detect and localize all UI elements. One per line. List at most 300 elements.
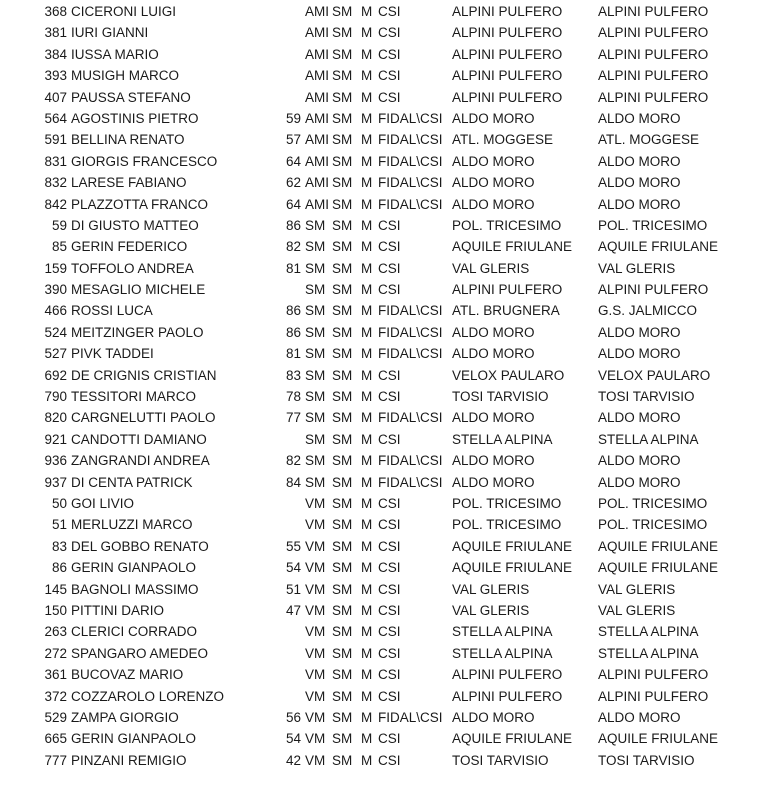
bib-number: 529 [44, 709, 67, 725]
athlete-name: CANDOTTI DAMIANO [71, 431, 207, 447]
bib-number: 790 [44, 389, 67, 405]
list-item [0, 600, 780, 621]
federation: CSI [378, 68, 401, 84]
category: SM [305, 453, 326, 469]
bib-number: 59 [51, 217, 67, 233]
bib-number: 407 [44, 89, 67, 105]
sex: M [361, 431, 373, 447]
category: VM [305, 560, 326, 576]
sex: M [361, 153, 373, 169]
list-item [0, 536, 780, 557]
sex: M [361, 688, 373, 704]
category-group: SM [332, 602, 353, 618]
category: SM [305, 474, 326, 490]
list-item [0, 621, 780, 642]
federation: CSI [378, 367, 401, 383]
athlete-name: TOFFOLO ANDREA [71, 260, 194, 276]
category-group: SM [332, 538, 353, 554]
category: VM [305, 688, 326, 704]
sex: M [361, 474, 373, 490]
team-name: POL. TRICESIMO [452, 517, 562, 533]
federation: FIDAL\CSI [378, 346, 443, 362]
category: AMI [305, 4, 330, 19]
team-name: ALDO MORO [452, 153, 535, 169]
team-name: STELLA ALPINA [452, 431, 553, 447]
bib-number: 936 [44, 453, 67, 469]
list-item [0, 686, 780, 707]
category: SM [305, 389, 326, 405]
federation: CSI [378, 260, 401, 276]
category: AMI [305, 89, 330, 105]
athlete-name: DE CRIGNIS CRISTIAN [71, 367, 217, 383]
club-name: VAL GLERIS [598, 581, 676, 597]
athlete-name: BUCOVAZ MARIO [71, 667, 184, 683]
list-item [0, 579, 780, 600]
sex: M [361, 25, 373, 41]
bib-number: 832 [44, 175, 67, 191]
sex: M [361, 89, 373, 105]
federation: CSI [378, 517, 401, 533]
category-group: SM [332, 431, 353, 447]
category-group: SM [332, 89, 353, 105]
sex: M [361, 517, 373, 533]
list-item [0, 407, 780, 428]
club-name: ALPINI PULFERO [598, 688, 709, 704]
sex: M [361, 303, 373, 319]
bib-number: 145 [44, 581, 67, 597]
category: SM [305, 367, 326, 383]
bib-number: 381 [44, 25, 67, 41]
bib-number: 51 [51, 517, 67, 533]
category-group: SM [332, 175, 353, 191]
club-name: TOSI TARVISIO [598, 389, 695, 405]
federation: CSI [378, 645, 401, 661]
category-group: SM [332, 346, 353, 362]
list-item [0, 728, 780, 749]
category: AMI [305, 25, 330, 41]
sex: M [361, 495, 373, 511]
category-group: SM [332, 110, 353, 126]
federation: FIDAL\CSI [378, 175, 443, 191]
category: VM [305, 624, 326, 640]
club-name: ALPINI PULFERO [598, 25, 709, 41]
team-name: ALDO MORO [452, 709, 535, 725]
athlete-name: ZAMPA GIORGIO [71, 709, 179, 725]
bib-number: 393 [44, 68, 67, 84]
sex: M [361, 581, 373, 597]
category: VM [305, 517, 326, 533]
category-group: SM [332, 495, 353, 511]
birth-year: 81 [285, 260, 301, 276]
category-group: SM [332, 46, 353, 62]
sex: M [361, 324, 373, 340]
athlete-name: DEL GOBBO RENATO [71, 538, 209, 554]
bib-number: 368 [44, 4, 67, 19]
list-item [0, 557, 780, 578]
athlete-name: ROSSI LUCA [71, 303, 153, 319]
federation: CSI [378, 25, 401, 41]
team-name: ALPINI PULFERO [452, 68, 563, 84]
federation: FIDAL\CSI [378, 303, 443, 319]
team-name: ALDO MORO [452, 474, 535, 490]
list-item [0, 87, 780, 108]
category: AMI [305, 196, 330, 212]
club-name: TOSI TARVISIO [598, 752, 695, 768]
club-name: ATL. MOGGESE [598, 132, 700, 148]
bib-number: 937 [44, 474, 67, 490]
sex: M [361, 667, 373, 683]
category: AMI [305, 153, 330, 169]
team-name: ALDO MORO [452, 175, 535, 191]
athlete-name: MEITZINGER PAOLO [71, 324, 204, 340]
category-group: SM [332, 688, 353, 704]
category-group: SM [332, 239, 353, 255]
federation: CSI [378, 4, 401, 19]
birth-year: 83 [285, 367, 301, 383]
club-name: ALDO MORO [598, 346, 681, 362]
sex: M [361, 175, 373, 191]
birth-year: 64 [285, 196, 301, 212]
birth-year: 54 [285, 560, 301, 576]
category-group: SM [332, 68, 353, 84]
bib-number: 390 [44, 282, 67, 298]
bib-number: 466 [44, 303, 67, 319]
birth-year: 86 [285, 217, 301, 233]
category-group: SM [332, 645, 353, 661]
birth-year: 77 [285, 410, 301, 426]
federation: CSI [378, 731, 401, 747]
birth-year: 62 [285, 175, 301, 191]
category: SM [305, 410, 326, 426]
birth-year: 86 [285, 303, 301, 319]
athlete-name: ZANGRANDI ANDREA [71, 453, 210, 469]
category: AMI [305, 132, 330, 148]
category: SM [305, 260, 326, 276]
bib-number: 50 [51, 495, 67, 511]
federation: FIDAL\CSI [378, 132, 443, 148]
bib-number: 692 [44, 367, 67, 383]
list-item [0, 429, 780, 450]
category: SM [305, 282, 326, 298]
bib-number: 831 [44, 153, 67, 169]
federation: CSI [378, 431, 401, 447]
club-name: AQUILE FRIULANE [598, 538, 719, 554]
birth-year: 82 [285, 239, 301, 255]
category: SM [305, 239, 326, 255]
club-name: VELOX PAULARO [598, 367, 711, 383]
birth-year: 57 [285, 132, 301, 148]
category-group: SM [332, 624, 353, 640]
athlete-name: BELLINA RENATO [71, 132, 185, 148]
federation: FIDAL\CSI [378, 324, 443, 340]
club-name: ALDO MORO [598, 196, 681, 212]
federation: CSI [378, 688, 401, 704]
club-name: AQUILE FRIULANE [598, 560, 719, 576]
athlete-name: DI GIUSTO MATTEO [71, 217, 199, 233]
category-group: SM [332, 667, 353, 683]
team-name: ALDO MORO [452, 196, 535, 212]
team-name: ALDO MORO [452, 110, 535, 126]
federation: CSI [378, 624, 401, 640]
category-group: SM [332, 4, 353, 19]
athlete-name: PIVK TADDEI [71, 346, 154, 362]
athlete-name: PLAZZOTTA FRANCO [71, 196, 209, 212]
sex: M [361, 602, 373, 618]
bib-number: 527 [44, 346, 67, 362]
list-item [0, 707, 780, 728]
category-group: SM [332, 560, 353, 576]
bib-number: 842 [44, 196, 67, 212]
category-group: SM [332, 153, 353, 169]
team-name: ALDO MORO [452, 453, 535, 469]
bib-number: 820 [44, 410, 67, 426]
bib-number: 150 [44, 602, 67, 618]
club-name: VAL GLERIS [598, 260, 676, 276]
federation: CSI [378, 46, 401, 62]
club-name: STELLA ALPINA [598, 624, 699, 640]
category-group: SM [332, 196, 353, 212]
federation: CSI [378, 282, 401, 298]
category: AMI [305, 175, 330, 191]
bib-number: 372 [44, 688, 67, 704]
category-group: SM [332, 731, 353, 747]
sex: M [361, 560, 373, 576]
bib-number: 361 [44, 667, 67, 683]
athlete-name: MERLUZZI MARCO [71, 517, 193, 533]
category: VM [305, 731, 326, 747]
list-item [0, 215, 780, 236]
list-item [0, 386, 780, 407]
category: SM [305, 217, 326, 233]
category-group: SM [332, 217, 353, 233]
list-item [0, 472, 780, 493]
category: VM [305, 538, 326, 554]
birth-year: 82 [285, 453, 301, 469]
category-group: SM [332, 260, 353, 276]
club-name: ALDO MORO [598, 709, 681, 725]
sex: M [361, 260, 373, 276]
federation: CSI [378, 538, 401, 554]
athlete-name: LARESE FABIANO [71, 175, 187, 191]
team-name: STELLA ALPINA [452, 645, 553, 661]
bib-number: 777 [44, 752, 67, 768]
bib-number: 159 [44, 260, 67, 276]
team-name: TOSI TARVISIO [452, 389, 549, 405]
sex: M [361, 282, 373, 298]
bib-number: 83 [51, 538, 67, 554]
category: VM [305, 602, 326, 618]
team-name: VELOX PAULARO [452, 367, 565, 383]
team-name: AQUILE FRIULANE [452, 239, 573, 255]
athlete-name: GERIN FEDERICO [71, 239, 188, 255]
team-name: ALDO MORO [452, 346, 535, 362]
team-name: ALPINI PULFERO [452, 46, 563, 62]
list-item [0, 194, 780, 215]
bib-number: 524 [44, 324, 67, 340]
team-name: STELLA ALPINA [452, 624, 553, 640]
category-group: SM [332, 517, 353, 533]
birth-year: 86 [285, 324, 301, 340]
bib-number: 86 [51, 560, 67, 576]
federation: CSI [378, 752, 401, 768]
athlete-name: AGOSTINIS PIETRO [71, 110, 199, 126]
birth-year: 56 [285, 709, 301, 725]
bib-number: 564 [44, 110, 67, 126]
sex: M [361, 709, 373, 725]
list-item [0, 108, 780, 129]
athlete-name: GERIN GIANPAOLO [71, 560, 197, 576]
sex: M [361, 453, 373, 469]
federation: FIDAL\CSI [378, 474, 443, 490]
federation: CSI [378, 667, 401, 683]
athlete-name: COZZAROLO LORENZO [71, 688, 225, 704]
category: AMI [305, 46, 330, 62]
sex: M [361, 46, 373, 62]
athlete-name: IURI GIANNI [71, 25, 149, 41]
club-name: ALDO MORO [598, 474, 681, 490]
federation: CSI [378, 495, 401, 511]
sex: M [361, 410, 373, 426]
category: VM [305, 645, 326, 661]
birth-year: 55 [285, 538, 301, 554]
federation: FIDAL\CSI [378, 153, 443, 169]
list-item [0, 450, 780, 471]
birth-year: 78 [285, 389, 301, 405]
team-name: TOSI TARVISIO [452, 752, 549, 768]
sex: M [361, 239, 373, 255]
club-name: ALDO MORO [598, 153, 681, 169]
club-name: G.S. JALMICCO [598, 303, 698, 319]
birth-year: 64 [285, 153, 301, 169]
federation: FIDAL\CSI [378, 453, 443, 469]
athlete-name: PAUSSA STEFANO [71, 89, 191, 105]
club-name: AQUILE FRIULANE [598, 731, 719, 747]
birth-year: 47 [285, 602, 301, 618]
sex: M [361, 624, 373, 640]
category-group: SM [332, 25, 353, 41]
category: VM [305, 581, 326, 597]
athlete-name: PINZANI REMIGIO [71, 752, 187, 768]
federation: CSI [378, 239, 401, 255]
list-item [0, 664, 780, 685]
team-name: ATL. MOGGESE [452, 132, 554, 148]
category: VM [305, 709, 326, 725]
team-name: ALPINI PULFERO [452, 89, 563, 105]
team-name: AQUILE FRIULANE [452, 538, 573, 554]
athlete-name: DI CENTA PATRICK [71, 474, 193, 490]
category-group: SM [332, 581, 353, 597]
category: SM [305, 346, 326, 362]
birth-year: 54 [285, 731, 301, 747]
club-name: POL. TRICESIMO [598, 517, 708, 533]
team-name: ALPINI PULFERO [452, 667, 563, 683]
federation: CSI [378, 217, 401, 233]
club-name: ALPINI PULFERO [598, 89, 709, 105]
category: VM [305, 495, 326, 511]
sex: M [361, 196, 373, 212]
list-item [0, 750, 780, 771]
bib-number: 272 [44, 645, 67, 661]
athlete-name: MUSIGH MARCO [71, 68, 179, 84]
list-item [0, 129, 780, 150]
club-name: ALPINI PULFERO [598, 667, 709, 683]
sex: M [361, 367, 373, 383]
team-name: POL. TRICESIMO [452, 217, 562, 233]
federation: FIDAL\CSI [378, 110, 443, 126]
category-group: SM [332, 474, 353, 490]
category-group: SM [332, 709, 353, 725]
list-item [0, 65, 780, 86]
birth-year: 59 [285, 110, 301, 126]
list-item [0, 151, 780, 172]
athlete-name: MESAGLIO MICHELE [71, 282, 206, 298]
athlete-name: GERIN GIANPAOLO [71, 731, 197, 747]
list-item [0, 514, 780, 535]
category-group: SM [332, 410, 353, 426]
club-name: VAL GLERIS [598, 602, 676, 618]
team-name: ALPINI PULFERO [452, 25, 563, 41]
team-name: ALPINI PULFERO [452, 282, 563, 298]
category-group: SM [332, 389, 353, 405]
birth-year: 84 [285, 474, 301, 490]
list-item [0, 236, 780, 257]
list-item [0, 1, 780, 22]
federation: CSI [378, 560, 401, 576]
list-item [0, 300, 780, 321]
sex: M [361, 645, 373, 661]
category-group: SM [332, 453, 353, 469]
team-name: ATL. BRUGNERA [452, 303, 560, 319]
bib-number: 85 [51, 239, 67, 255]
club-name: ALPINI PULFERO [598, 282, 709, 298]
list-item [0, 44, 780, 65]
club-name: STELLA ALPINA [598, 431, 699, 447]
bib-number: 921 [44, 431, 67, 447]
federation: CSI [378, 602, 401, 618]
federation: FIDAL\CSI [378, 709, 443, 725]
birth-year: 81 [285, 346, 301, 362]
federation: FIDAL\CSI [378, 410, 443, 426]
list-item [0, 22, 780, 43]
club-name: ALPINI PULFERO [598, 68, 709, 84]
list-item [0, 365, 780, 386]
club-name: ALDO MORO [598, 453, 681, 469]
category-group: SM [332, 282, 353, 298]
category: VM [305, 667, 326, 683]
bib-number: 263 [44, 624, 67, 640]
sex: M [361, 110, 373, 126]
athlete-name: BAGNOLI MASSIMO [71, 581, 199, 597]
bib-number: 384 [44, 46, 67, 62]
category: SM [305, 431, 326, 447]
category: AMI [305, 68, 330, 84]
athlete-name: CICERONI LUIGI [71, 4, 177, 19]
athlete-name: GOI LIVIO [71, 495, 135, 511]
sex: M [361, 132, 373, 148]
club-name: ALDO MORO [598, 175, 681, 191]
bib-number: 665 [44, 731, 67, 747]
club-name: POL. TRICESIMO [598, 217, 708, 233]
athlete-name: TESSITORI MARCO [71, 389, 197, 405]
sex: M [361, 731, 373, 747]
athlete-name: SPANGARO AMEDEO [71, 645, 209, 661]
sex: M [361, 217, 373, 233]
category: SM [305, 324, 326, 340]
sex: M [361, 4, 373, 19]
team-name: ALPINI PULFERO [452, 688, 563, 704]
list-item [0, 343, 780, 364]
sex: M [361, 346, 373, 362]
